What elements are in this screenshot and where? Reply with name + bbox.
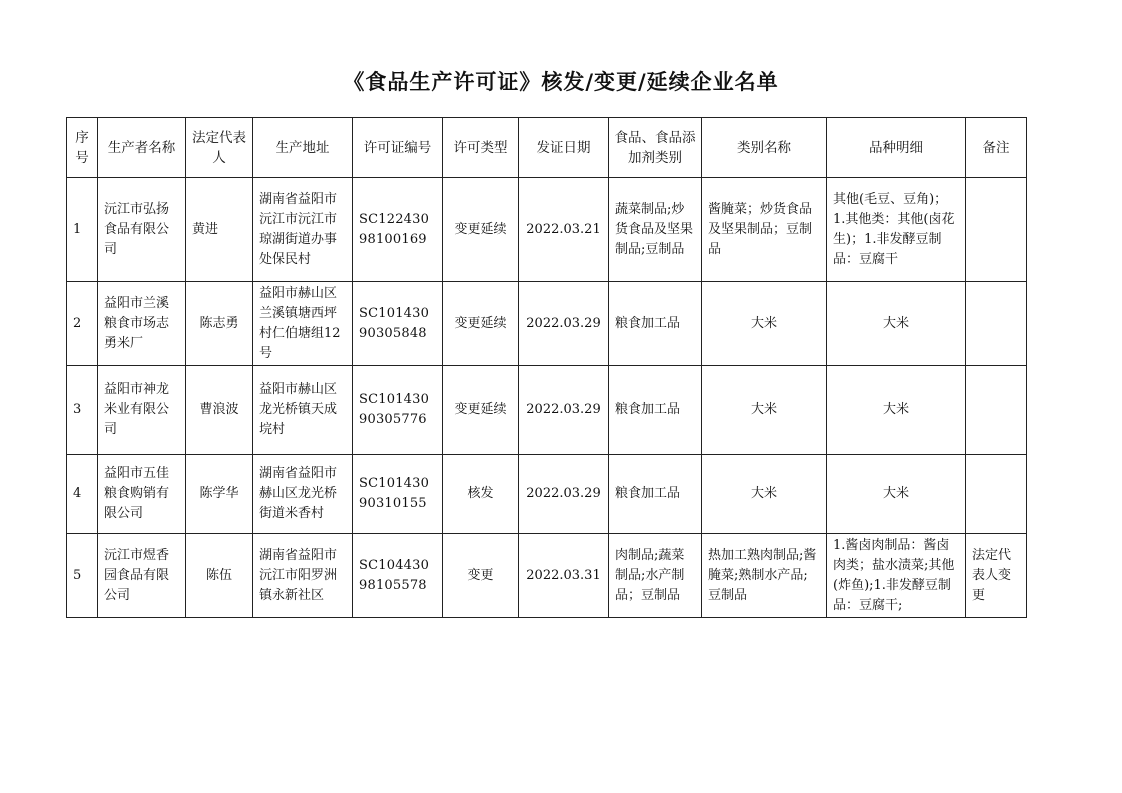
cell-license-no: SC10143090305848 (353, 282, 443, 366)
cell-license-type: 变更延续 (443, 366, 519, 455)
cell-remarks (966, 282, 1027, 366)
header-issue-date: 发证日期 (519, 118, 609, 178)
cell-address: 湖南省益阳市沅江市阳罗洲镇永新社区 (253, 534, 353, 618)
cell-remarks (966, 366, 1027, 455)
header-seq: 序号 (67, 118, 98, 178)
cell-producer: 益阳市神龙米业有限公司 (98, 366, 186, 455)
cell-variety: 大米 (827, 366, 966, 455)
cell-producer: 益阳市五佳粮食购销有限公司 (98, 455, 186, 534)
cell-address: 益阳市赫山区龙光桥镇天成垸村 (253, 366, 353, 455)
cell-license-type: 变更 (443, 534, 519, 618)
cell-address: 湖南省益阳市沅江市沅江市琼湖街道办事处保民村 (253, 178, 353, 282)
cell-license-no: SC10143090305776 (353, 366, 443, 455)
header-category: 食品、食品添加剂类别 (609, 118, 702, 178)
table-row (67, 282, 1027, 366)
cell-variety: 大米 (827, 282, 966, 366)
cell-remarks (966, 455, 1027, 534)
cell-producer: 益阳市兰溪粮食市场志勇米厂 (98, 282, 186, 366)
cell-producer: 沅江市煜香园食品有限公司 (98, 534, 186, 618)
cell-class-name: 热加工熟肉制品;酱腌菜;熟制水产品;豆制品 (702, 534, 827, 618)
cell-remarks (966, 178, 1027, 282)
header-row (67, 118, 1027, 178)
cell-seq: 1 (67, 178, 98, 282)
cell-legal-rep: 陈学华 (186, 455, 253, 534)
cell-seq: 5 (67, 534, 98, 618)
cell-license-type: 核发 (443, 455, 519, 534)
cell-license-type: 变更延续 (443, 178, 519, 282)
cell-legal-rep: 黄进 (186, 178, 253, 282)
cell-issue-date: 2022.03.29 (519, 455, 609, 534)
cell-class-name: 大米 (702, 282, 827, 366)
cell-issue-date: 2022.03.21 (519, 178, 609, 282)
cell-category: 粮食加工品 (609, 282, 702, 366)
license-table (66, 117, 1027, 618)
cell-category: 蔬菜制品;炒货食品及坚果制品;豆制品 (609, 178, 702, 282)
cell-legal-rep: 陈志勇 (186, 282, 253, 366)
cell-issue-date: 2022.03.29 (519, 366, 609, 455)
header-producer: 生产者名称 (98, 118, 186, 178)
cell-license-no: SC10143090310155 (353, 455, 443, 534)
cell-license-no: SC12243098100169 (353, 178, 443, 282)
cell-producer: 沅江市弘扬食品有限公司 (98, 178, 186, 282)
table-row (67, 534, 1027, 618)
table-row (67, 178, 1027, 282)
cell-variety: 1.酱卤肉制品：酱卤肉类；盐水渍菜;其他(炸鱼);1.非发酵豆制品：豆腐干; (827, 534, 966, 618)
cell-variety: 大米 (827, 455, 966, 534)
table-row (67, 366, 1027, 455)
cell-category: 肉制品;蔬菜制品;水产制品；豆制品 (609, 534, 702, 618)
cell-issue-date: 2022.03.31 (519, 534, 609, 618)
header-legal-rep: 法定代表人 (186, 118, 253, 178)
cell-address: 益阳市赫山区兰溪镇塘西坪村仁伯塘组12号 (253, 282, 353, 366)
table-row (67, 455, 1027, 534)
cell-seq: 4 (67, 455, 98, 534)
cell-class-name: 大米 (702, 455, 827, 534)
header-license-no: 许可证编号 (353, 118, 443, 178)
page-title: 《食品生产许可证》核发/变更/延续企业名单 (343, 70, 779, 94)
header-variety: 品种明细 (827, 118, 966, 178)
header-class-name: 类别名称 (702, 118, 827, 178)
header-address: 生产地址 (253, 118, 353, 178)
cell-license-no: SC10443098105578 (353, 534, 443, 618)
header-remarks: 备注 (966, 118, 1027, 178)
cell-seq: 3 (67, 366, 98, 455)
cell-seq: 2 (67, 282, 98, 366)
cell-class-name: 大米 (702, 366, 827, 455)
cell-legal-rep: 陈伍 (186, 534, 253, 618)
cell-variety: 其他(毛豆、豆角)；1.其他类：其他(卤花生)；1.非发酵豆制品：豆腐干 (827, 178, 966, 282)
cell-license-type: 变更延续 (443, 282, 519, 366)
cell-remarks: 法定代表人变更 (966, 534, 1027, 618)
cell-issue-date: 2022.03.29 (519, 282, 609, 366)
cell-address: 湖南省益阳市赫山区龙光桥街道米香村 (253, 455, 353, 534)
header-license-type: 许可类型 (443, 118, 519, 178)
cell-class-name: 酱腌菜；炒货食品及坚果制品；豆制品 (702, 178, 827, 282)
cell-legal-rep: 曹浪波 (186, 366, 253, 455)
cell-category: 粮食加工品 (609, 455, 702, 534)
cell-category: 粮食加工品 (609, 366, 702, 455)
